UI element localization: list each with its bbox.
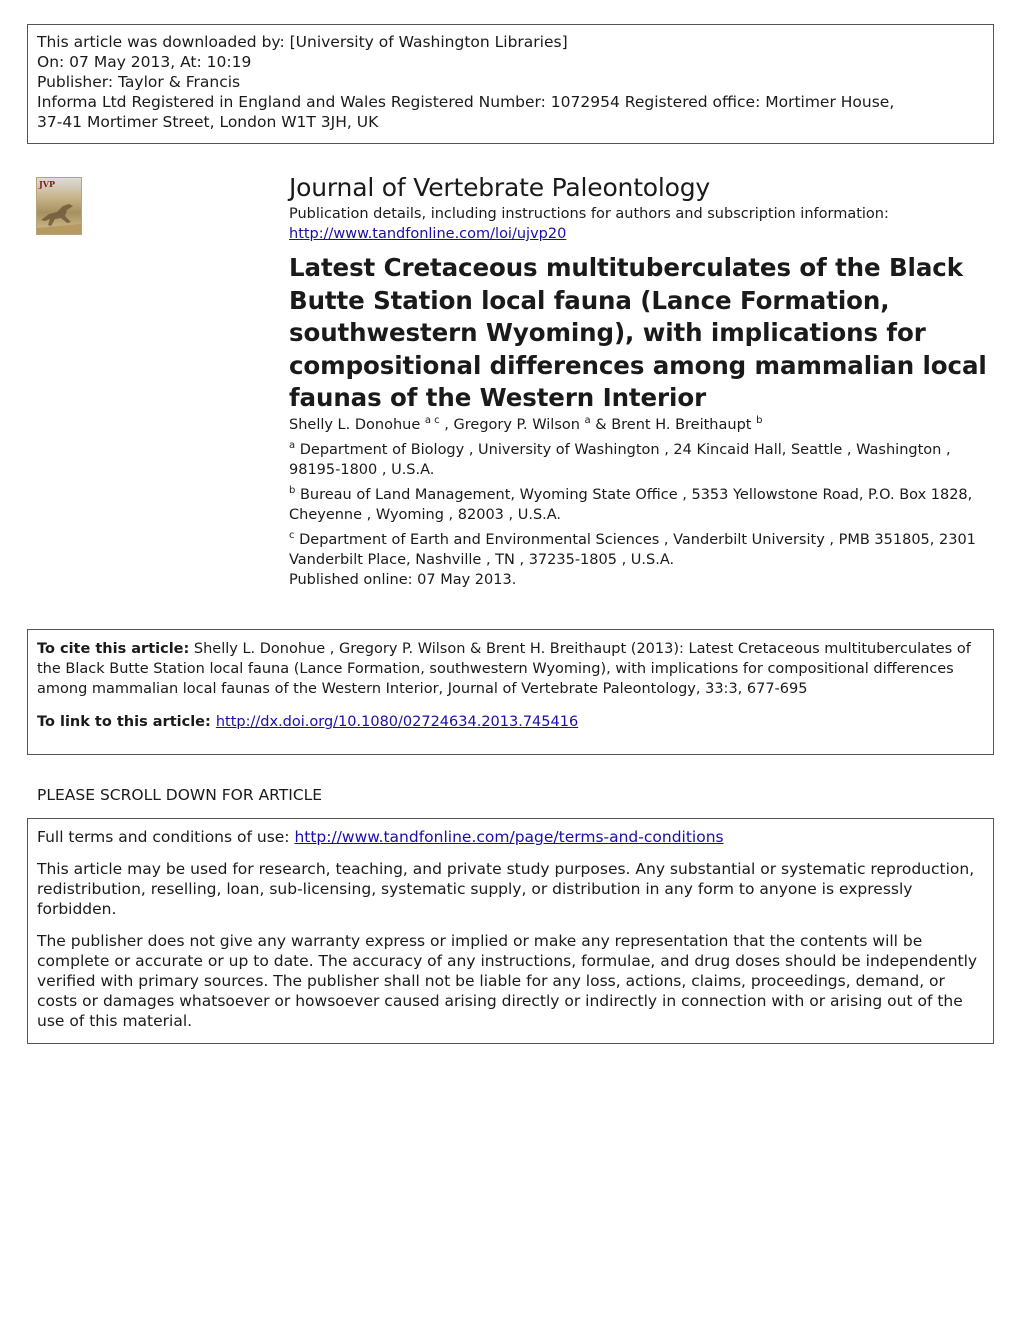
affiliation-marker: b bbox=[289, 484, 296, 496]
affiliation-text: Bureau of Land Management, Wyoming State Office , 5353 Yellowstone Road, P.O. Box 1828, Cheyenne , Wyoming , 82003 , U.S.A. bbox=[289, 486, 973, 523]
affiliation-a bbox=[289, 440, 989, 480]
link-label: To link to this article: bbox=[37, 714, 216, 730]
citation-text bbox=[37, 639, 984, 699]
author-affiliation-marker: b bbox=[756, 414, 763, 426]
author-separator: , bbox=[439, 416, 454, 433]
citation-label: To cite this article: bbox=[37, 641, 190, 657]
author-name: Shelly L. Donohue bbox=[289, 416, 421, 433]
terms-paragraph-usage: This article may be used for research, teaching, and private study purposes. Any substantial or systematic reproduction, redistribution, reselling, loan, sub-licensing, systematic supply, or distribution in any form to anyone is expressly forbidden. bbox=[37, 860, 975, 918]
article-header bbox=[289, 172, 989, 590]
affiliation-marker: c bbox=[289, 529, 295, 541]
scroll-notice: PLEASE SCROLL DOWN FOR ARTICLE bbox=[37, 786, 323, 804]
terms-link-row bbox=[37, 827, 984, 847]
citation-body: Shelly L. Donohue , Gregory P. Wilson & Brent H. Breithaupt (2013): Latest Cretaceous multituberculates of the Black Butte Station local fauna (Lance Formation, southwestern Wyoming), with implications for compositional differences among mammalian local faunas of the Western Interior, Journal of Vertebrate Paleontology, 33:3, 677-695 bbox=[37, 641, 971, 697]
affiliation-marker: a bbox=[289, 439, 296, 451]
doi-link[interactable]: http://dx.doi.org/10.1080/02724634.2013.745416 bbox=[215, 714, 579, 730]
journal-url-link[interactable]: http://www.tandfonline.com/loi/ujvp20 bbox=[289, 226, 567, 242]
terms-paragraph-disclaimer: The publisher does not give any warranty express or implied or make any representation that the contents will be complete or accurate or up to date. The accuracy of any instructions, formulae, and drug doses should be independently verified with primary sources. The publisher shall not be liable for any loss, actions, claims, proceedings, demand, or costs or damages whatsoever or howsoever caused arising directly or indirectly in connection with or arising out of the use of this material. bbox=[37, 932, 978, 1030]
journal-title: Journal of Vertebrate Paleontology bbox=[289, 173, 710, 202]
affiliation-text: Department of Biology , University of Washington , 24 Kincaid Hall, Seattle , Washington , 98195-1800 , U.S.A. bbox=[289, 441, 951, 478]
publisher-line: Publisher: Taylor & Francis bbox=[37, 73, 241, 91]
affiliation-c bbox=[289, 530, 989, 570]
author-name: Brent H. Breithaupt bbox=[611, 416, 752, 433]
download-info-box bbox=[27, 24, 994, 144]
download-line: This article was downloaded by: [University of Washington Libraries] bbox=[37, 33, 568, 51]
dinosaur-cover-icon bbox=[37, 188, 81, 234]
article-link-row bbox=[37, 712, 984, 732]
registration-line: Informa Ltd Registered in England and Wales Registered Number: 1072954 Registered office: Mortimer House, bbox=[37, 93, 895, 111]
author-name: Gregory P. Wilson bbox=[453, 416, 580, 433]
affiliation-text: Department of Earth and Environmental Sciences , Vanderbilt University , PMB 351805, 2301 Vanderbilt Place, Nashville , TN , 37235-1805 , U.S.A. bbox=[289, 531, 976, 568]
download-date: On: 07 May 2013, At: 10:19 bbox=[37, 53, 252, 71]
article-title: Latest Cretaceous multituberculates of the Black Butte Station local fauna (Lance Formation, southwestern Wyoming), with implications for compositional differences among mammalian local faunas of the Western Interior bbox=[289, 253, 987, 412]
published-date: Published online: 07 May 2013. bbox=[289, 571, 517, 588]
author-affiliation-marker: a c bbox=[424, 414, 440, 426]
publication-details: Publication details, including instructions for authors and subscription information: bbox=[289, 206, 889, 222]
address-line: 37-41 Mortimer Street, London W1T 3JH, UK bbox=[37, 113, 379, 131]
cover-label: JVP bbox=[39, 179, 56, 189]
journal-cover-thumbnail bbox=[36, 177, 82, 235]
terms-box bbox=[27, 818, 994, 1044]
citation-box bbox=[27, 629, 994, 755]
terms-label: Full terms and conditions of use: bbox=[37, 828, 295, 846]
author-affiliation-marker: a bbox=[584, 414, 591, 426]
author-list bbox=[289, 415, 989, 435]
terms-link[interactable]: http://www.tandfonline.com/page/terms-and-conditions bbox=[294, 828, 724, 846]
affiliation-b bbox=[289, 485, 989, 525]
author-separator: & bbox=[590, 416, 612, 433]
